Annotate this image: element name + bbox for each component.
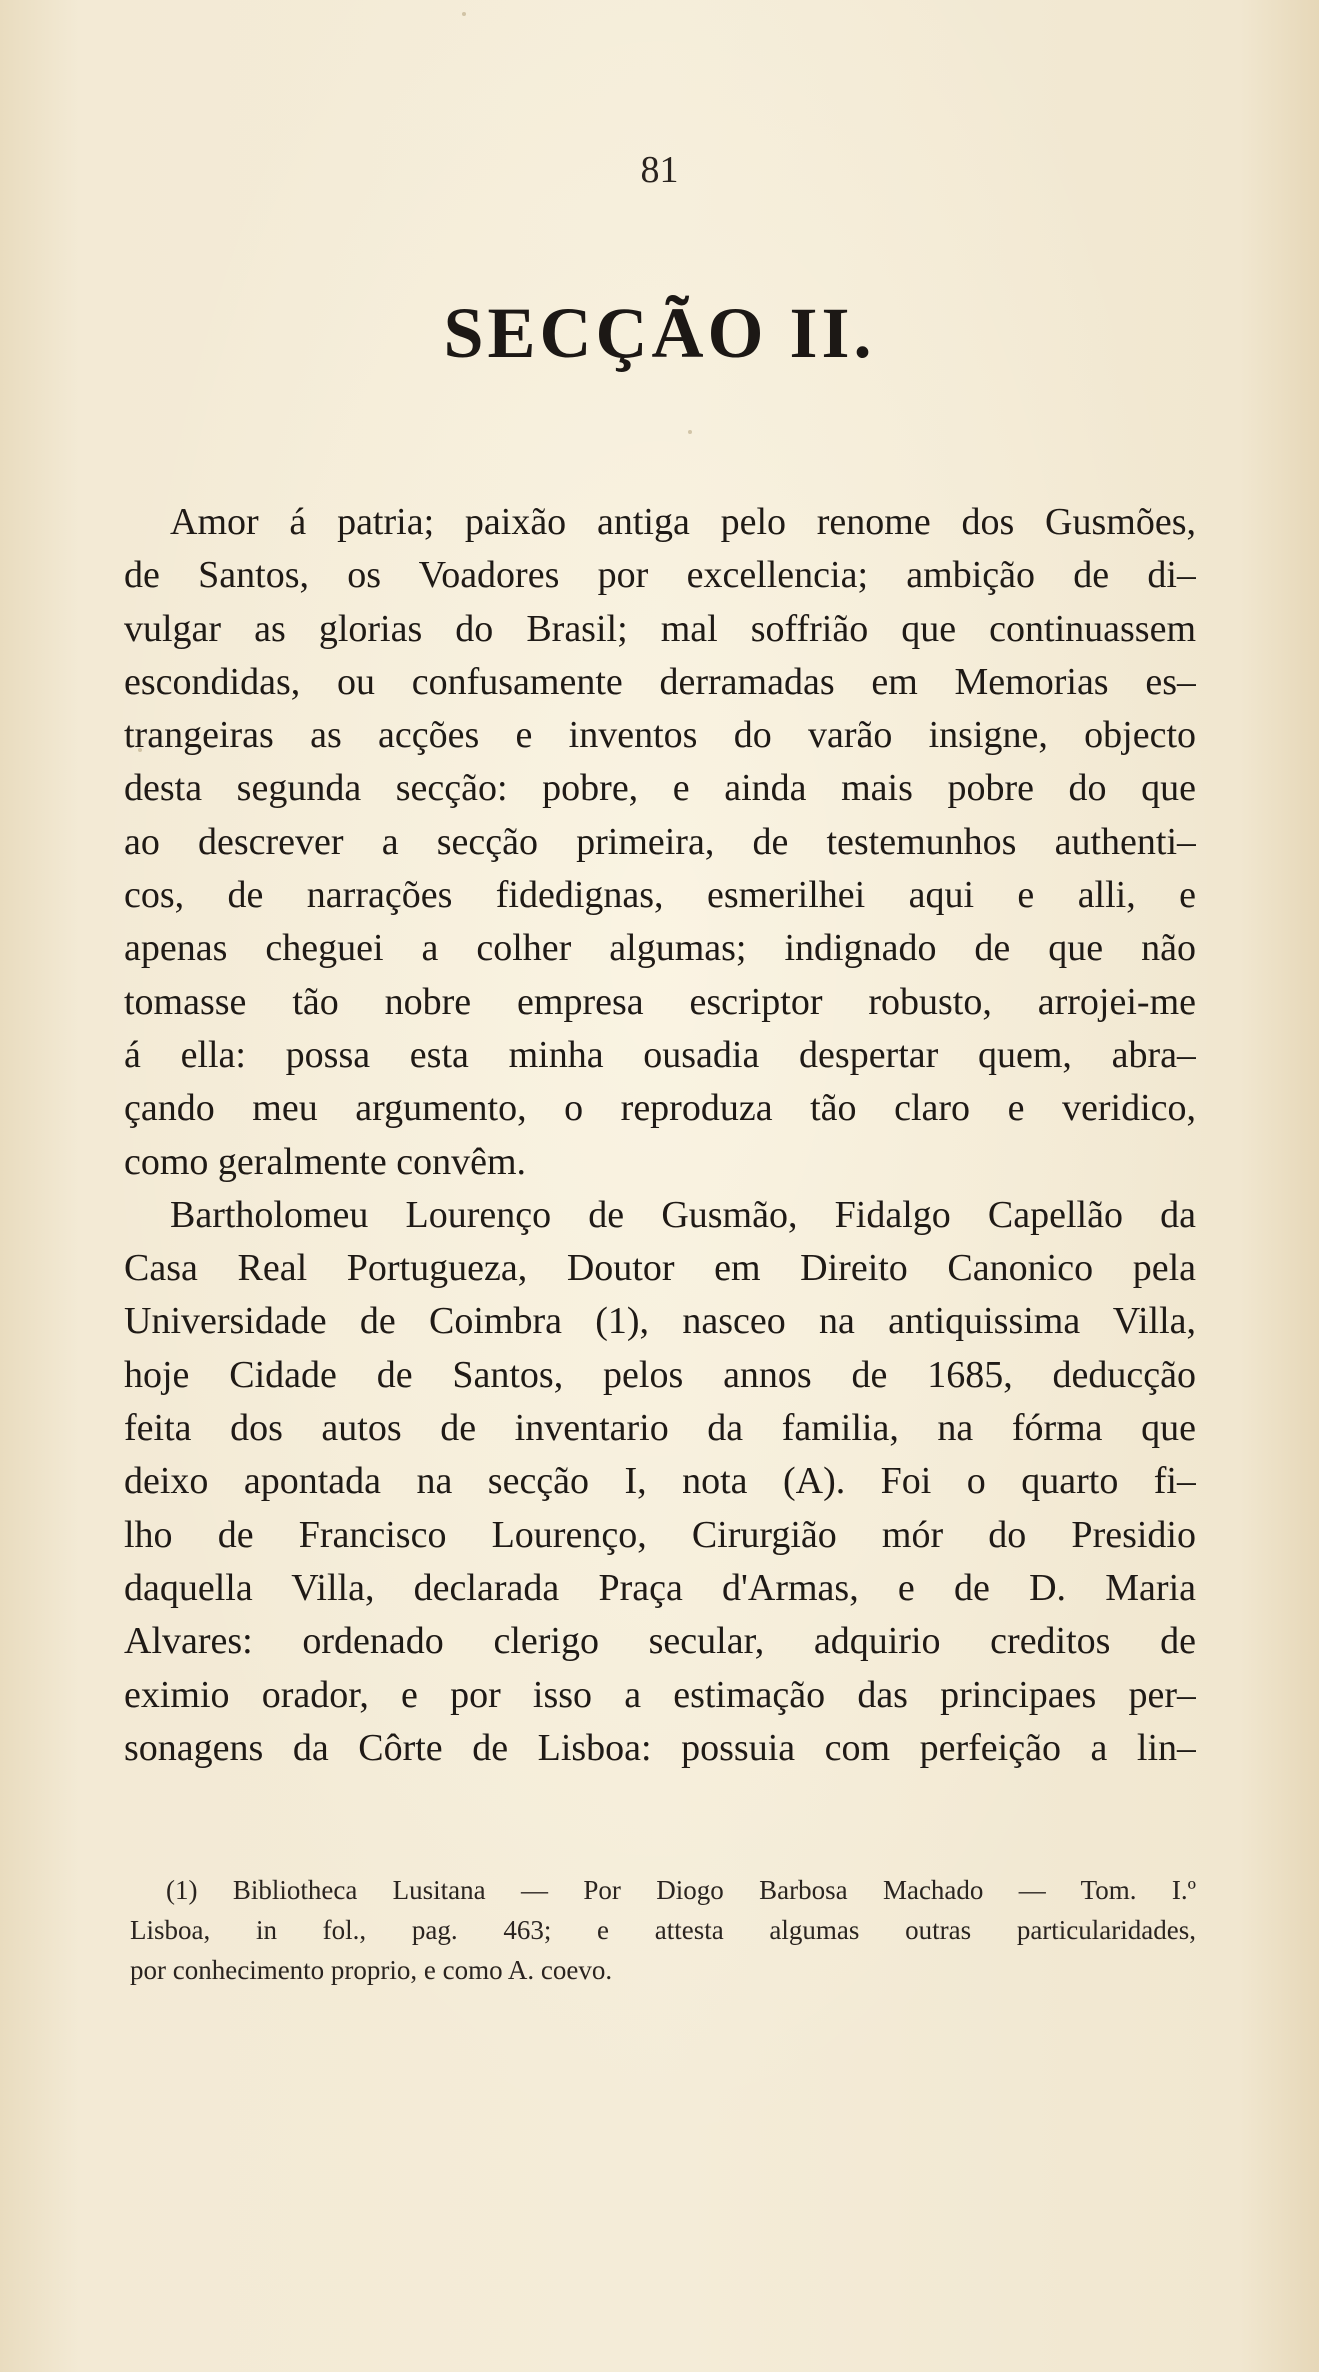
footnote [130,1870,1196,1990]
text-line: Casa Real Portugueza, Doutor em Direito Canonico pela [124,1247,1196,1290]
text-line: Alvares: ordenado clerigo secular, adquirio creditos de [124,1620,1196,1663]
text-line: hoje Cidade de Santos, pelos annos de 1685, deducção [124,1353,1196,1396]
text-line: desta segunda secção: pobre, e ainda mais pobre do que [124,767,1196,810]
text-line: tomasse tão nobre empresa escriptor robusto, arrojei-me [124,980,1196,1023]
text-line: de Santos, os Voadores por excellencia; ambição de di– [124,554,1196,597]
text-line: Amor á patria; paixão antiga pelo renome dos Gusmões, [170,501,1196,543]
paper-speck [462,12,466,16]
footnote-line: (1) Bibliotheca Lusitana — Por Diogo Barbosa Machado — Tom. I.º [166,1875,1196,1905]
paragraph-1 [124,496,1196,1189]
text-line: eximio orador, e por isso a estimação das principaes per– [124,1673,1196,1716]
text-line: escondidas, ou confusamente derramadas em Memorias es– [124,660,1196,703]
text-line: sonagens da Côrte de Lisboa: possuia com perfeição a lin– [124,1726,1196,1769]
text-line: trangeiras as acções e inventos do varão insigne, objecto [124,714,1196,757]
text-line: Bartholomeu Lourenço de Gusmão, Fidalgo Capellão da [170,1193,1196,1236]
text-line: á ella: possa esta minha ousadia despertar quem, abra– [124,1033,1196,1076]
footnote-line: Lisboa, in fol., pag. 463; e attesta algumas outras particularidades, [130,1915,1196,1945]
footnote-line: por conhecimento proprio, e como A. coevo. [130,1955,613,1985]
paper-speck [688,430,692,434]
text-line: apenas cheguei a colher algumas; indignado de que não [124,927,1196,970]
paragraph-2 [124,1189,1196,1775]
text-line: deixo apontada na secção I, nota (A). Foi o quarto fi– [124,1460,1196,1503]
body-text [124,496,1196,1775]
section-heading: SECÇÃO II. [443,293,876,373]
page-number: 81 [640,149,679,191]
text-line: lho de Francisco Lourenço, Cirurgião mór do Presidio [124,1513,1196,1556]
text-line: çando meu argumento, o reproduza tão claro e veridico, [124,1087,1196,1130]
text-line: daquella Villa, declarada Praça d'Armas, e de D. Maria [124,1566,1196,1609]
text-line: como geralmente convêm. [124,1140,527,1183]
text-line: ao descrever a secção primeira, de testemunhos authenti– [124,820,1196,863]
text-line: cos, de narrações fidedignas, esmerilhei aqui e alli, e [124,874,1196,917]
text-line: Universidade de Coimbra (1), nasceo na antiquissima Villa, [124,1300,1196,1343]
text-line: vulgar as glorias do Brasil; mal soffrião que continuassem [124,607,1196,650]
text-line: feita dos autos de inventario da familia, na fórma que [124,1407,1196,1450]
